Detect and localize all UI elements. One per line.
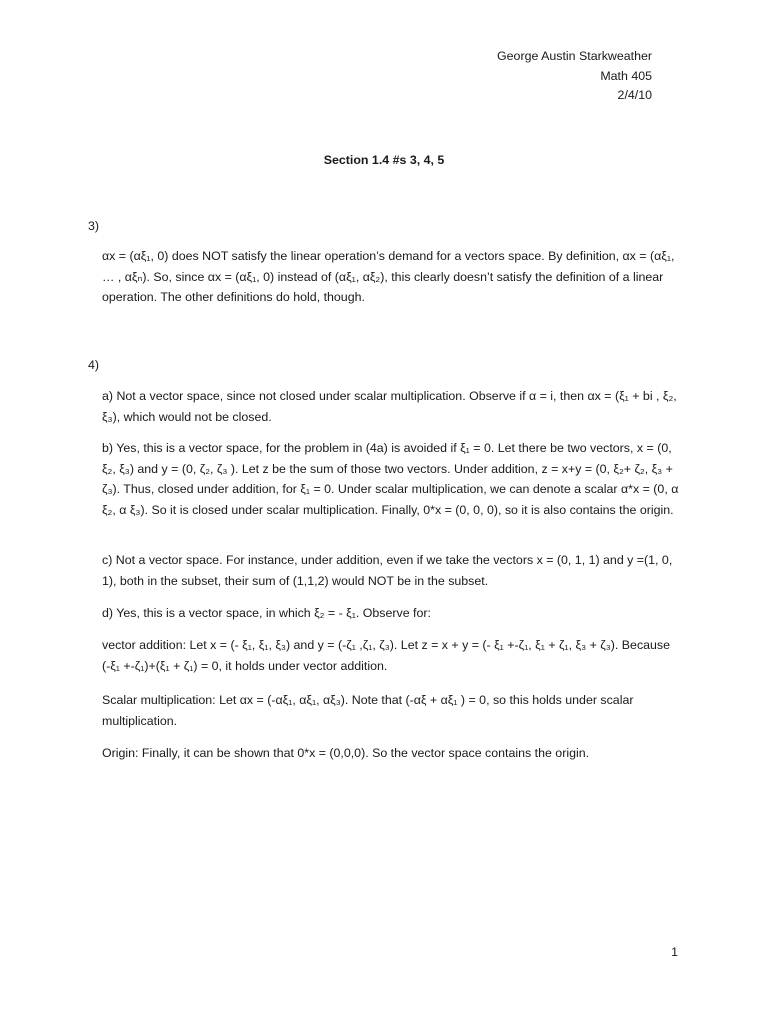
problem-4a-text: a) Not a vector space, since not closed under scalar multiplication. Observe if α = i, then αx = (ξ₁ + bi , ξ₂, ξ₃), which would not be closed. <box>102 389 677 424</box>
problem-3-label: 3) <box>88 219 100 233</box>
problem-3-text: αx = (αξ₁, 0) does NOT satisfy the linear operation’s demand for a vectors space. By definition, αx = (αξ₁, … , αξₙ). So, since αx = (αξ₁, 0) instead of (αξ₁, αξ₂), this clearly doesn’t satisfy the definition of a linear operation. The other definitions do hold, though. <box>102 249 675 304</box>
section-title: Section 1.4 #s 3, 4, 5 <box>323 153 445 167</box>
problem-4-label: 4) <box>88 358 100 372</box>
author-name: George Austin Starkweather <box>497 49 652 63</box>
page-number: 1 <box>671 945 678 959</box>
course-name: Math 405 <box>600 68 652 83</box>
problem-4d-text: d) Yes, this is a vector space, in which ξ₂ = - ξ₁. Observe for: <box>102 606 431 620</box>
date: 2/4/10 <box>617 88 652 102</box>
scalar-multiplication-text: Scalar multiplication: Let αx = (-αξ₁, αξ₁, αξ₃). Note that (-αξ + αξ₁ ) = 0, so this holds under scalar multiplication. <box>102 693 634 728</box>
problem-4c-text: c) Not a vector space. For instance, under addition, even if we take the vectors x = (0, 1, 1) and y =(1, 0, 1), both in the subset, their sum of (1,1,2) would NOT be in the subset. <box>102 553 673 588</box>
author-header <box>332 47 652 106</box>
vector-addition-text: vector addition: Let x = (- ξ₁, ξ₁, ξ₃) and y = (-ζ₁ ,ζ₁, ζ₃). Let z = x + y = (- ξ₁ +-ζ₁, ξ₁ + ζ₁, ξ₃ + ζ₃). Because (-ξ₁ +-ζ₁)+(ξ₁ + ζ₁) = 0, it holds under vector addition. <box>102 638 671 673</box>
origin-text: Origin: Finally, it can be shown that 0*x = (0,0,0). So the vector space contains the origin. <box>102 746 590 760</box>
problem-4b-text: b) Yes, this is a vector space, for the problem in (4a) is avoided if ξ₁ = 0. Let there be two vectors, x = (0, ξ₂, ξ₃) and y = (0, ζ₂, ζ₃ ). Let z be the sum of those two vectors. Under addition, z = x+y = (0, ξ₂+ ζ₂, ξ₃ + ζ₃). Thus, closed under addition, for ξ₁ = 0. Under scalar multiplication, we can denote a scalar α*x = (0, α ξ₂, α ξ₃). So it is closed under scalar multiplication. Finally, 0*x = (0, 0, 0), so it is also contains the origin. <box>102 441 679 517</box>
